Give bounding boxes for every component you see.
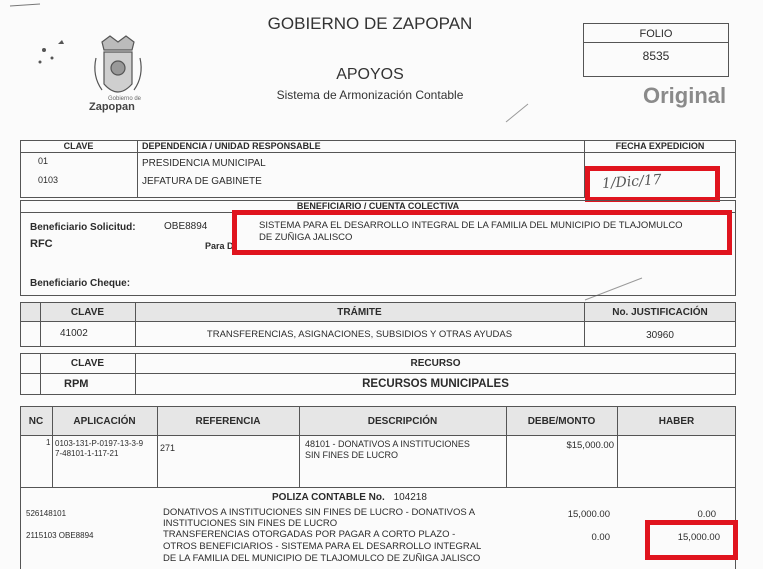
folio-value: 8535	[642, 49, 670, 63]
tramite-justificacion: 30960	[646, 330, 674, 341]
tramite-col-tramite: TRÁMITE	[337, 307, 382, 318]
poliza-number: 104218	[393, 492, 427, 503]
detalle-referencia: 271	[160, 443, 176, 453]
tramite-clave: 41002	[60, 328, 88, 339]
rfc-label: RFC	[30, 238, 53, 250]
beneficiario-title: BENEFICIARIO / CUENTA COLECTIVA	[296, 201, 460, 211]
poliza-texto-2b: OTROS BENEFICIARIOS - SISTEMA PARA EL DESARROLLO INTEGRAL	[163, 541, 482, 552]
fecha-highlight	[585, 166, 720, 202]
detalle-col-debe: DEBE/MONTO	[527, 416, 596, 427]
poliza-haber-2: 15,000.00	[677, 532, 720, 543]
recurso-clave: RPM	[64, 378, 89, 390]
dep-nombre-1: PRESIDENCIA MUNICIPAL	[142, 158, 266, 169]
folio-label: FOLIO	[639, 28, 673, 40]
solicitud-name-2: DE ZUÑIGA JALISCO	[259, 232, 353, 243]
cheque-label: Beneficiario Cheque:	[30, 278, 131, 289]
dep-clave-2: 0103	[38, 175, 59, 185]
detalle-descripcion-2: SIN FINES DE LUCRO	[305, 450, 399, 460]
solicitud-code: OBE8894	[164, 221, 208, 232]
solicitud-name-1: SISTEMA PARA EL DESARROLLO INTEGRAL DE LA FAMILIA DEL MUNICIPIO DE TLAJOMULCO	[259, 220, 683, 231]
original-stamp: Original	[643, 83, 727, 108]
detalle-debe: $15,000.00	[566, 440, 614, 451]
tramite-col-clave: CLAVE	[70, 307, 105, 318]
poliza-haber-1: 0.00	[697, 509, 716, 520]
recurso-col-clave: CLAVE	[70, 358, 105, 369]
para-label: Para D	[205, 241, 234, 251]
poliza-title	[272, 492, 427, 503]
recurso-descripcion: RECURSOS MUNICIPALES	[362, 378, 509, 390]
poliza-cuenta-1: 5261481​01	[26, 509, 67, 518]
detalle-aplicacion-2: 7-48101-1-117-21	[55, 449, 119, 458]
detalle-descripcion-1: 48101 - DONATIVOS A INSTITUCIONES	[305, 439, 470, 449]
detalle-col-descripcion: DESCRIPCIÓN	[367, 416, 438, 427]
dep-col-clave: CLAVE	[63, 141, 94, 151]
poliza-texto-2c: DE LA FAMILIA DEL MUNICIPIO DE TLAJOMULCO DE ZUÑIGA JALISCO	[163, 553, 481, 564]
solicitud-label: Beneficiario Solicitud:	[30, 222, 136, 233]
detalle-col-referencia: REFERENCIA	[195, 416, 261, 427]
fecha-handwritten: 1/Dic/17	[601, 171, 663, 193]
detalle-col-haber: HABER	[658, 416, 695, 427]
haber-highlight	[645, 520, 738, 560]
dep-col-fecha: FECHA EXPEDICION	[615, 141, 705, 151]
beneficiario-highlight	[232, 210, 732, 255]
page-title: APOYOS	[336, 66, 404, 83]
dep-clave-1: 01	[38, 156, 49, 166]
detalle-nc: 1	[46, 438, 51, 447]
poliza-texto-2a: TRANSFERENCIAS OTORGADAS POR PAGAR A CORTO PLAZO -	[163, 529, 456, 540]
logo-text: Zapopan	[89, 101, 135, 113]
poliza-texto-1b: INSTITUCIONES SIN FINES DE LUCRO	[163, 518, 338, 529]
detalle-col-nc: NC	[28, 416, 44, 427]
logo-text-small: Gobierno de	[108, 96, 142, 102]
detalle-aplicacion-1: 0103-131-P-0197-13-3-9	[55, 439, 144, 448]
poliza-debe-2: 0.00	[591, 532, 610, 543]
header-subtitle: Sistema de Armonización Contable	[276, 88, 464, 102]
tramite-descripcion: TRANSFERENCIAS, ASIGNACIONES, SUBSIDIOS Y OTRAS AYUDAS	[206, 329, 513, 340]
dep-col-dependencia: DEPENDENCIA / UNIDAD RESPONSABLE	[142, 141, 321, 151]
poliza-debe-1: 15,000.00	[567, 509, 610, 520]
header-org: GOBIERNO DE ZAPOPAN	[267, 14, 473, 33]
poliza-title-label: POLIZA CONTABLE No.	[272, 492, 385, 503]
detalle-col-aplicacion: APLICACIÓN	[73, 416, 136, 427]
poliza-texto-1a: DONATIVOS A INSTITUCIONES SIN FINES DE LUCRO - DONATIVOS A	[163, 507, 476, 518]
poliza-cuenta-2: 2115103 OBE8894	[26, 531, 94, 540]
tramite-col-justificacion: No. JUSTIFICACIÓN	[612, 307, 708, 318]
dep-nombre-2: JEFATURA DE GABINETE	[142, 176, 262, 187]
recurso-col-recurso: RECURSO	[410, 358, 461, 369]
